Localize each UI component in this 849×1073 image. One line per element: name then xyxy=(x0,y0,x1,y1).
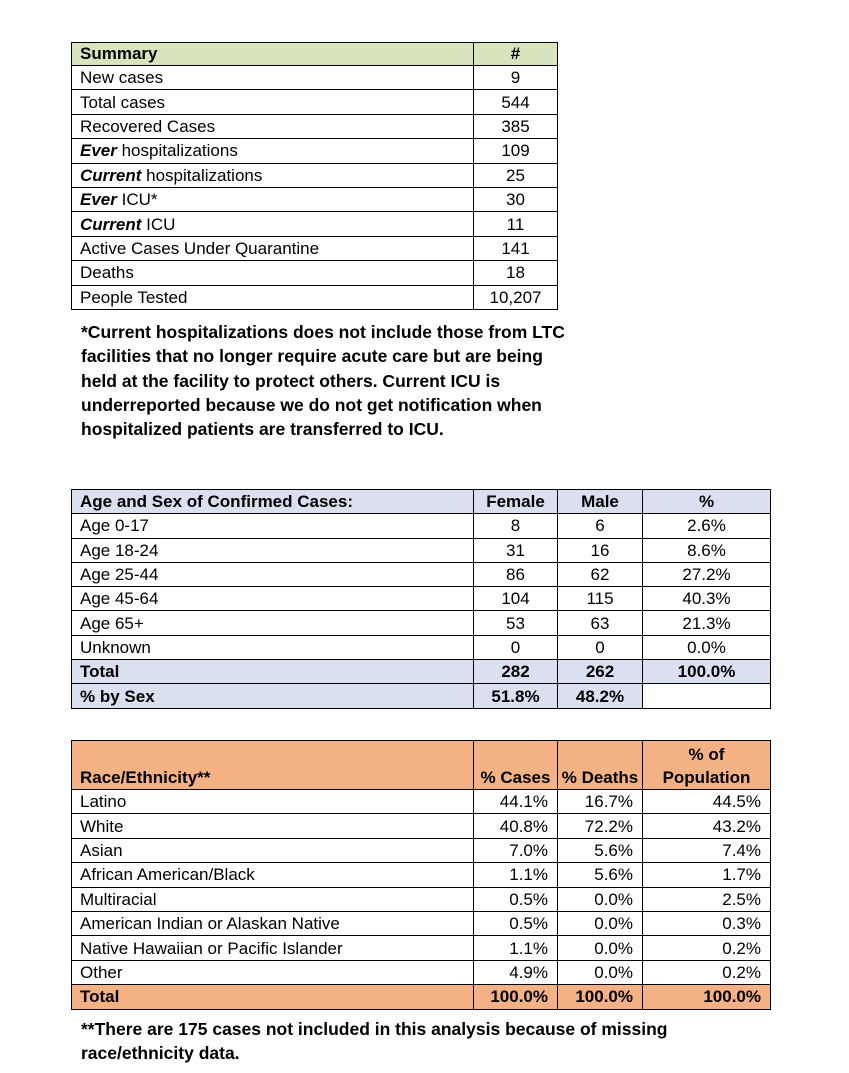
age-sex-cell-pct: 8.6% xyxy=(643,538,771,562)
summary-row-emphasis: Ever xyxy=(80,190,117,210)
age-sex-cell-pct: 27.2% xyxy=(643,562,771,586)
race-cell-population: 43.2% xyxy=(643,814,771,838)
age-sex-header-pct: % xyxy=(643,490,771,514)
summary-header-row xyxy=(72,43,558,66)
summary-row-emphasis: Ever xyxy=(80,141,117,161)
summary-row xyxy=(72,90,558,114)
summary-row xyxy=(72,66,558,90)
summary-row xyxy=(72,212,558,236)
race-header-label: Race/Ethnicity** xyxy=(72,741,474,790)
race-ethnicity-table xyxy=(71,740,771,1010)
race-header-deaths: % Deaths xyxy=(558,741,643,790)
age-sex-cell-male: 6 xyxy=(558,514,643,538)
race-total-population: 100.0% xyxy=(643,985,771,1009)
age-sex-header-female: Female xyxy=(474,490,558,514)
age-sex-table xyxy=(71,489,771,709)
age-sex-cell-label: Age 18-24 xyxy=(72,538,474,562)
summary-row-label xyxy=(72,212,474,236)
race-cell-deaths: 0.0% xyxy=(558,936,643,960)
race-cell-deaths: 16.7% xyxy=(558,790,643,814)
age-sex-cell-female: 104 xyxy=(474,587,558,611)
summary-table xyxy=(71,42,558,310)
age-sex-row xyxy=(72,611,771,635)
age-sex-cell-female: 8 xyxy=(474,514,558,538)
age-sex-header-label: Age and Sex of Confirmed Cases: xyxy=(72,490,474,514)
race-cell-label: American Indian or Alaskan Native xyxy=(72,911,474,935)
summary-row-label xyxy=(72,114,474,138)
summary-row-label xyxy=(72,163,474,187)
race-header-row xyxy=(72,741,771,790)
summary-row-text: hospitalizations xyxy=(116,141,238,161)
summary-row-label xyxy=(72,66,474,90)
race-cell-label: Other xyxy=(72,960,474,984)
summary-header-value: # xyxy=(474,43,558,66)
summary-row-value: 385 xyxy=(474,114,558,138)
age-sex-row xyxy=(72,587,771,611)
summary-row-text: Total cases xyxy=(80,92,166,112)
summary-row-label xyxy=(72,285,474,309)
age-sex-cell-female: 86 xyxy=(474,562,558,586)
race-row xyxy=(72,838,771,862)
race-row xyxy=(72,936,771,960)
race-cell-cases: 7.0% xyxy=(474,838,558,862)
age-sex-by-sex-label: % by Sex xyxy=(72,684,474,708)
race-cell-deaths: 72.2% xyxy=(558,814,643,838)
summary-row-text: hospitalizations xyxy=(141,165,263,185)
race-total-deaths: 100.0% xyxy=(558,985,643,1009)
summary-row-label xyxy=(72,236,474,260)
race-header-cases: % Cases xyxy=(474,741,558,790)
race-cell-population: 7.4% xyxy=(643,838,771,862)
age-sex-total-female: 282 xyxy=(474,660,558,684)
age-sex-total-male: 262 xyxy=(558,660,643,684)
race-cell-cases: 40.8% xyxy=(474,814,558,838)
age-sex-row xyxy=(72,514,771,538)
summary-row xyxy=(72,114,558,138)
age-sex-row xyxy=(72,538,771,562)
summary-row xyxy=(72,285,558,309)
race-cell-population: 2.5% xyxy=(643,887,771,911)
race-cell-label: Latino xyxy=(72,790,474,814)
age-sex-by-sex-male: 48.2% xyxy=(558,684,643,708)
race-cell-deaths: 5.6% xyxy=(558,863,643,887)
summary-row xyxy=(72,163,558,187)
summary-row-label xyxy=(72,261,474,285)
race-row xyxy=(72,911,771,935)
summary-row-emphasis: Current xyxy=(80,165,142,185)
age-sex-cell-label: Age 65+ xyxy=(72,611,474,635)
age-sex-cell-label: Age 0-17 xyxy=(72,514,474,538)
race-row xyxy=(72,887,771,911)
race-cell-population: 0.2% xyxy=(643,960,771,984)
summary-row xyxy=(72,236,558,260)
age-sex-by-sex-female: 51.8% xyxy=(474,684,558,708)
age-sex-cell-label: Age 45-64 xyxy=(72,587,474,611)
race-cell-population: 1.7% xyxy=(643,863,771,887)
age-sex-cell-female: 53 xyxy=(474,611,558,635)
summary-row-value: 9 xyxy=(474,66,558,90)
age-sex-total-label: Total xyxy=(72,660,474,684)
age-sex-by-sex-pct xyxy=(643,684,771,708)
summary-row-value: 10,207 xyxy=(474,285,558,309)
summary-header-label: Summary xyxy=(72,43,474,66)
age-sex-total-pct: 100.0% xyxy=(643,660,771,684)
age-sex-cell-pct: 40.3% xyxy=(643,587,771,611)
age-sex-cell-female: 0 xyxy=(474,635,558,659)
age-sex-row xyxy=(72,635,771,659)
age-sex-cell-male: 115 xyxy=(558,587,643,611)
race-cell-label: Native Hawaiian or Pacific Islander xyxy=(72,936,474,960)
race-row xyxy=(72,960,771,984)
age-sex-cell-label: Age 25-44 xyxy=(72,562,474,586)
summary-row-text: Deaths xyxy=(80,263,134,283)
age-sex-row xyxy=(72,562,771,586)
summary-row-label xyxy=(72,90,474,114)
age-sex-cell-female: 31 xyxy=(474,538,558,562)
summary-row-text: Recovered Cases xyxy=(80,116,216,136)
race-cell-deaths: 5.6% xyxy=(558,838,643,862)
race-cell-deaths: 0.0% xyxy=(558,911,643,935)
summary-row-text: New cases xyxy=(80,68,164,88)
age-sex-cell-male: 63 xyxy=(558,611,643,635)
race-cell-cases: 0.5% xyxy=(474,887,558,911)
race-cell-label: Multiracial xyxy=(72,887,474,911)
race-total-cases: 100.0% xyxy=(474,985,558,1009)
age-sex-cell-male: 16 xyxy=(558,538,643,562)
summary-row-text: People Tested xyxy=(80,287,188,307)
age-sex-cell-pct: 21.3% xyxy=(643,611,771,635)
summary-row xyxy=(72,261,558,285)
summary-row-text: ICU* xyxy=(116,190,158,210)
summary-row-emphasis: Current xyxy=(80,214,142,234)
race-cell-label: African American/Black xyxy=(72,863,474,887)
race-cell-label: Asian xyxy=(72,838,474,862)
race-footnote: **There are 175 cases not included in this analysis because of missing race/ethnicity data. xyxy=(81,1019,668,1064)
summary-row xyxy=(72,187,558,211)
summary-row-value: 109 xyxy=(474,139,558,163)
age-sex-cell-male: 62 xyxy=(558,562,643,586)
race-cell-cases: 0.5% xyxy=(474,911,558,935)
race-total-label: Total xyxy=(72,985,474,1009)
race-cell-cases: 1.1% xyxy=(474,936,558,960)
age-sex-cell-label: Unknown xyxy=(72,635,474,659)
summary-row-value: 18 xyxy=(474,261,558,285)
summary-row-value: 30 xyxy=(474,187,558,211)
race-cell-population: 0.2% xyxy=(643,936,771,960)
race-cell-deaths: 0.0% xyxy=(558,887,643,911)
race-row xyxy=(72,790,771,814)
summary-row-value: 25 xyxy=(474,163,558,187)
age-sex-cell-pct: 0.0% xyxy=(643,635,771,659)
race-header-population: % of Population xyxy=(643,741,771,790)
age-sex-header-male: Male xyxy=(558,490,643,514)
summary-row-text: ICU xyxy=(141,214,176,234)
age-sex-by-sex-row xyxy=(72,684,771,708)
race-cell-population: 0.3% xyxy=(643,911,771,935)
race-row xyxy=(72,814,771,838)
race-cell-cases: 4.9% xyxy=(474,960,558,984)
race-total-row xyxy=(72,985,771,1009)
summary-row-value: 11 xyxy=(474,212,558,236)
summary-row-value: 544 xyxy=(474,90,558,114)
age-sex-header-row xyxy=(72,490,771,514)
race-cell-population: 44.5% xyxy=(643,790,771,814)
race-row xyxy=(72,863,771,887)
summary-row-value: 141 xyxy=(474,236,558,260)
race-cell-cases: 1.1% xyxy=(474,863,558,887)
summary-row-text: Active Cases Under Quarantine xyxy=(80,238,320,258)
summary-footnote: *Current hospitalizations does not include those from LTC facilities that no longer require acute care but are being held at the facility to protect others. Current ICU is underreported because we do not get notification when hospitalized patients are transferred to ICU. xyxy=(81,322,565,440)
race-cell-label: White xyxy=(72,814,474,838)
race-cell-cases: 44.1% xyxy=(474,790,558,814)
summary-row xyxy=(72,139,558,163)
summary-row-label xyxy=(72,187,474,211)
age-sex-cell-male: 0 xyxy=(558,635,643,659)
race-cell-deaths: 0.0% xyxy=(558,960,643,984)
age-sex-cell-pct: 2.6% xyxy=(643,514,771,538)
summary-row-label xyxy=(72,139,474,163)
age-sex-total-row xyxy=(72,660,771,684)
